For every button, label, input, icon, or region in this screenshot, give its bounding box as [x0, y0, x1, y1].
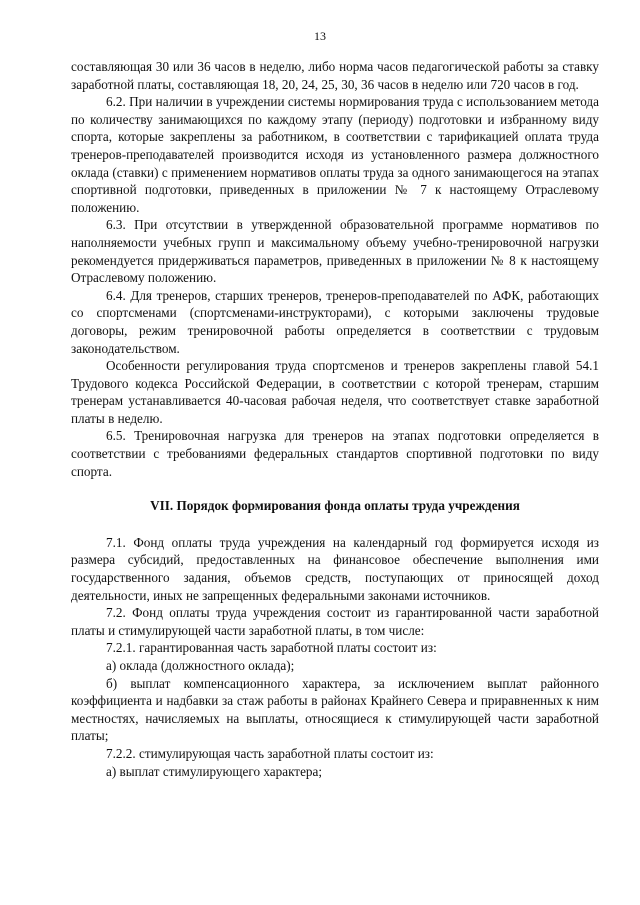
page-number: 13	[314, 29, 326, 43]
paragraph-6-4-features: Особенности регулирования труда спортсменов и тренеров закреплены главой 54.1 Трудового кодекса Российской Федерации, в соответствии с которой тренерам, старшим тренерам устанавливается 40-часовая рабочая неделя, что соответствует ставке заработной платы в неделю.	[71, 358, 599, 426]
document-body	[71, 58, 599, 780]
paragraph-continuation: составляющая 30 или 36 часов в неделю, либо норма часов педагогической работы за ставку заработной платы, составляющая 18, 20, 24, 25, 30, 36 часов в неделю или 720 часов в год.	[71, 59, 599, 92]
paragraph-6-3: 6.3. При отсутствии в утвержденной образовательной программе нормативов по наполняемости учебных групп и максимальному объему учебно-тренировочной нагрузки рекомендуется придерживаться параметров, приведенных в приложении № 8 к настоящему Отраслевому положению.	[71, 217, 599, 286]
paragraph-7-2: 7.2. Фонд оплаты труда учреждения состоит из гарантированной части заработной платы и стимулирующей части заработной платы, в том числе:	[71, 605, 599, 638]
paragraph-7-2-2: 7.2.2. стимулирующая часть заработной платы состоит из:	[106, 745, 434, 761]
paragraph-6-5: 6.5. Тренировочная нагрузка для тренеров на этапах подготовки определяется в соответствии с требованиями федеральных стандартов спортивной подготовки по виду спорта.	[71, 428, 599, 479]
section-heading: VII. Порядок формирования фонда оплаты труда учреждения	[150, 498, 520, 514]
spacer	[71, 515, 599, 534]
list-item-a-incentive: а) выплат стимулирующего характера;	[106, 763, 323, 779]
paragraph-6-4: 6.4. Для тренеров, старших тренеров, тренеров-преподавателей по АФК, работающих со спортсменами (спортсменами-инструкторами), с которыми заключены трудовые договоры, режим тренировочной работы определяется в соответствии с трудовым законодательством.	[71, 287, 599, 356]
paragraph-6-2: 6.2. При наличии в учреждении системы нормирования труда с использованием метода по количеству занимающихся по каждому этапу (периоду) подготовки и избранному виду спорта, которые закреплены за работником, в соответствии с тарификацией оплата труда тренеров-преподавателей производится исходя из установленного размера должностного оклада (ставки) с применением нормативов оплаты труда за одного занимающегося на этапах спортивной подготовки, приведенных в приложении № 7 к настоящему Отраслевому положению.	[71, 94, 599, 215]
paragraph-7-1: 7.1. Фонд оплаты труда учреждения на календарный год формируется исходя из размера субсидий, предоставленных на финансовое обеспечение выполнения ими государственного задания, объемов средств, поступающих от приносящей доход деятельности, иных не запрещенных федеральными законами источников.	[71, 534, 599, 603]
list-item-a-salary: а) оклада (должностного оклада);	[106, 658, 295, 673]
list-item-b-compensation: б) выплат компенсационного характера, за исключением выплат районного коэффициента и надбавки за стаж работы в районах Крайнего Севера и приравненных к ним местностях, начисляемых на выплаты, относящиеся к стимулирующей части заработной платы;	[71, 675, 599, 744]
paragraph-7-2-1: 7.2.1. гарантированная часть заработной платы состоит из:	[106, 640, 437, 656]
spacer	[71, 480, 599, 497]
